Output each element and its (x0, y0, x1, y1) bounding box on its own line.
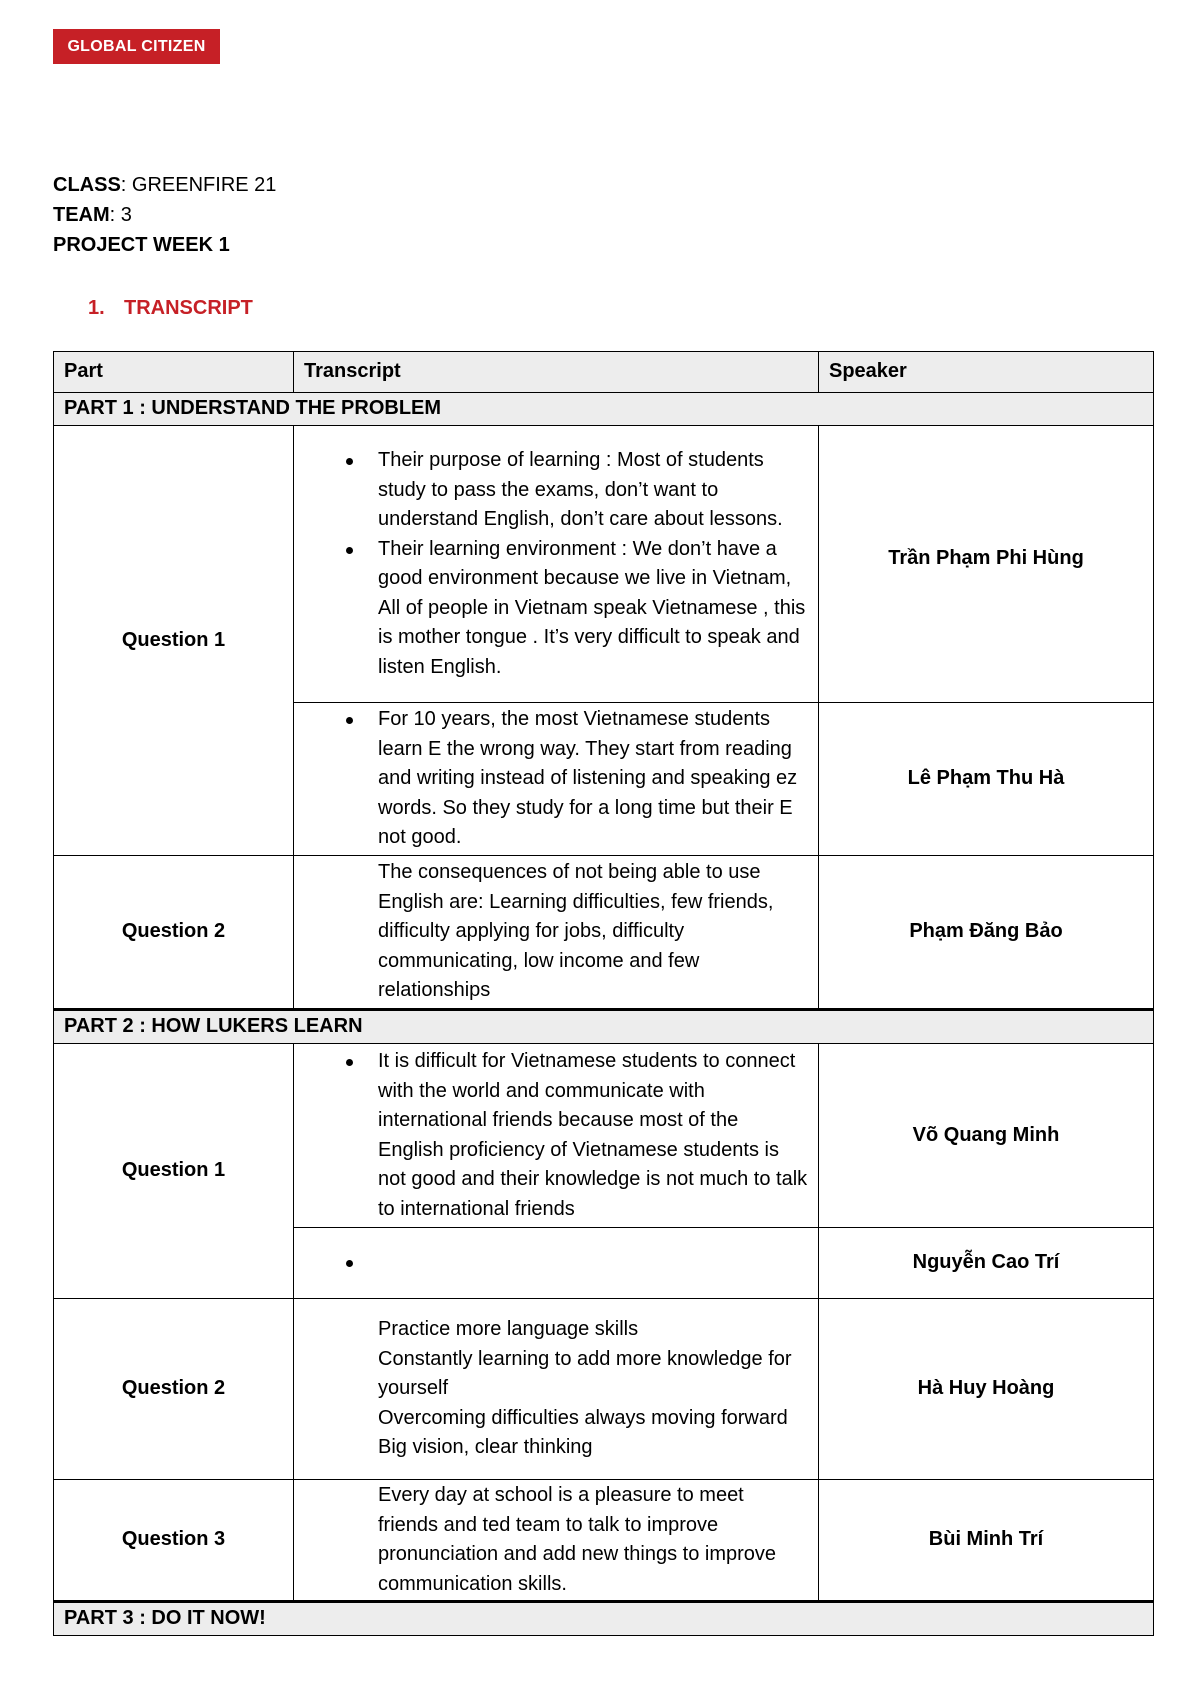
part-2-row (54, 1010, 1154, 1044)
list-item: For 10 years, the most Vietnamese students learn E the wrong way. They start from reading and writing instead of listening and speaking ez words. So they study for a long time but their E not good. (378, 705, 808, 853)
table-row (54, 856, 1154, 1010)
empty-bullet (378, 1228, 808, 1298)
table-row (54, 1299, 1154, 1480)
part-1-row (54, 393, 1154, 426)
section-heading-transcript (88, 297, 253, 320)
transcript-bullets (378, 705, 808, 853)
transcript-table (53, 351, 1154, 1636)
part2-question-3-label: Question 3 (54, 1480, 294, 1602)
transcript-cell (294, 856, 819, 1010)
part2-question-2-label: Question 2 (54, 1299, 294, 1480)
table-row (54, 426, 1154, 703)
class-line: CLASS: GREENFIRE 21 (53, 174, 277, 196)
class-label: CLASS (53, 174, 121, 196)
speaker-cell: Võ Quang Minh (819, 1044, 1154, 1228)
speaker-cell: Phạm Đăng Bảo (819, 856, 1154, 1010)
part2-question-1-label: Question 1 (54, 1044, 294, 1299)
transcript-bullets (378, 446, 808, 682)
transcript-line: Constantly learning to add more knowledge for yourself (378, 1347, 792, 1400)
transcript-line: Big vision, clear thinking (378, 1436, 593, 1459)
speaker-cell: Trần Phạm Phi Hùng (819, 426, 1154, 703)
speaker-cell: Bùi Minh Trí (819, 1480, 1154, 1602)
team-value: 3 (120, 204, 132, 226)
transcript-line: Overcoming difficulties always moving forward (378, 1406, 788, 1429)
transcript-text: The consequences of not being able to use English are: Learning difficulties, few friends, difficulty applying for jobs, difficulty communicating, low income and few relationships (378, 861, 774, 1002)
transcript-cell (294, 1299, 819, 1480)
transcript-cell (294, 1228, 819, 1299)
transcript-text: Every day at school is a pleasure to meet friends and ted team to talk to improve pronunciation and add new things to improve communication skills. (378, 1484, 777, 1595)
part-1-title: PART 1 : UNDERSTAND THE PROBLEM (54, 393, 1154, 426)
table-header-row (54, 352, 1154, 393)
list-item: Their learning environment : We don’t have a good environment because we live in Vietnam, All of people in Vietnam speak Vietnamese , this is mother tongue . It’s very difficult to speak and listen English. (378, 535, 808, 683)
transcript-bullets (378, 1047, 808, 1224)
list-item: It is difficult for Vietnamese students to connect with the world and communicate with international friends because most of the English proficiency of Vietnamese students is not good and their knowledge is not much to talk to international friends (378, 1047, 808, 1224)
part-2-title: PART 2 : HOW LUKERS LEARN (54, 1010, 1154, 1044)
transcript-cell (294, 426, 819, 703)
speaker-cell: Hà Huy Hoàng (819, 1299, 1154, 1480)
transcript-line: Practice more language skills (378, 1318, 639, 1341)
transcript-cell (294, 1044, 819, 1228)
transcript-cell (294, 1480, 819, 1602)
table-row (54, 1044, 1154, 1228)
section-title: TRANSCRIPT (124, 297, 253, 319)
part-3-title: PART 3 : DO IT NOW! (54, 1602, 1154, 1636)
list-item: Their purpose of learning : Most of students study to pass the exams, don’t want to understand English, don’t care about lessons. (378, 446, 808, 535)
section-number: 1. (88, 297, 105, 319)
header-speaker: Speaker (819, 352, 1154, 393)
transcript-cell (294, 703, 819, 856)
header-transcript: Transcript (294, 352, 819, 393)
project-line: PROJECT WEEK 1 (53, 234, 230, 256)
speaker-cell: Nguyễn Cao Trí (819, 1228, 1154, 1299)
part-3-row (54, 1602, 1154, 1636)
global-citizen-logo: GLOBAL CITIZEN (53, 29, 220, 64)
part1-question-1-label: Question 1 (54, 426, 294, 856)
class-value: GREENFIRE 21 (131, 174, 277, 196)
team-label: TEAM (53, 204, 110, 226)
table-row (54, 1480, 1154, 1602)
speaker-cell: Lê Phạm Thu Hà (819, 703, 1154, 856)
part1-question-2-label: Question 2 (54, 856, 294, 1010)
document-meta (53, 170, 276, 260)
header-part: Part (54, 352, 294, 393)
team-line: TEAM: 3 (53, 204, 132, 226)
